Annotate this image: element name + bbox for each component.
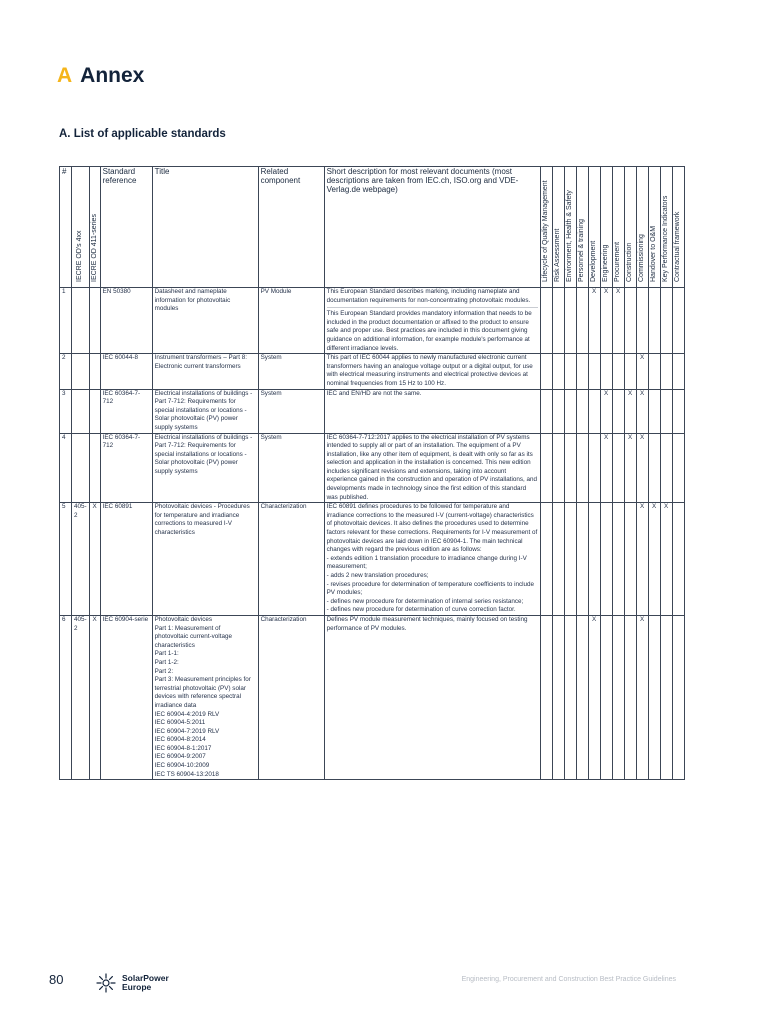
cell-num: 5: [60, 503, 72, 616]
cell-reference: EN 50380: [100, 288, 152, 354]
cell-phase-mark: [564, 288, 576, 354]
description-paragraph: - defines new procedure for determination of curve correction factor.: [326, 606, 516, 614]
cell-description: [324, 354, 540, 389]
col-header-title: Title: [152, 167, 258, 288]
cell-reference: IEC 60904-serie: [100, 615, 152, 779]
cell-phase-mark: [672, 354, 684, 389]
cell-description: [324, 615, 540, 779]
cell-phase-mark: [648, 389, 660, 433]
annex-title: Annex: [80, 64, 145, 87]
cell-phase-mark: [624, 615, 636, 779]
cell-title: Photovoltaic devices Part 1: Measurement of photovoltaic current-voltage characteristics Part 1-1: Part 1-2: Part 2: Part 3: Measurement principles for terrestrial photovoltaic (PV) solar devices with reference spectral irradiance data IEC 60904-4:2019 RLV IEC 60904-5:2011 IEC 60904-7:2019 RLV IEC 60904-8:2014 IEC 60904-8-1:2017 IEC 60904-9:2007 IEC 60904-10:2009 IEC TS 60904-13:2018: [152, 615, 258, 779]
cell-component: System: [258, 433, 324, 503]
cell-phase-mark: [576, 288, 588, 354]
col-header-description: Short description for most relevant documents (most descriptions are taken from IEC.ch, ISO.org and VDE-Verlag.de webpage): [324, 167, 540, 288]
cell-phase-mark: [672, 288, 684, 354]
cell-phase-mark: [552, 615, 564, 779]
table-row: [60, 389, 685, 433]
cell-phase-mark: [660, 354, 672, 389]
col-header-phase: Personnel & training: [576, 167, 588, 288]
description-paragraph: - extends edition 1 translation procedure to irradiance change during I-V measurement;: [326, 554, 527, 571]
table-row: [60, 288, 685, 354]
cell-reference: IEC 60364-7-712: [100, 389, 152, 433]
solarpower-logo-icon: [94, 971, 118, 1000]
section-title: A. List of applicable standards: [59, 128, 226, 140]
cell-phase-mark: [540, 615, 552, 779]
cell-phase-mark: X: [660, 503, 672, 616]
cell-title: Instrument transformers – Part 8: Electronic current transformers: [152, 354, 258, 389]
cell-description: [324, 288, 540, 354]
cell-phase-mark: [588, 503, 600, 616]
cell-phase-mark: [660, 433, 672, 503]
cell-phase-mark: X: [600, 433, 612, 503]
cell-phase-mark: [540, 354, 552, 389]
cell-iecre-od: [72, 389, 90, 433]
cell-iecre-od-411: [89, 433, 100, 503]
cell-iecre-od: 405-2: [72, 503, 90, 616]
cell-iecre-od-411: X: [89, 503, 100, 616]
cell-phase-mark: [588, 389, 600, 433]
col-header-phase: Engineering: [600, 167, 612, 288]
cell-title: Datasheet and nameplate information for photovoltaic modules: [152, 288, 258, 354]
cell-component: System: [258, 354, 324, 389]
cell-phase-mark: [576, 615, 588, 779]
description-paragraph: This European Standard provides mandatory information that needs to be included in the product documentation or affixed to the product to ensure safe and proper use. Best practices are included in this document giving guidance on additional information, for example module's performance at different irradiance levels.: [327, 307, 538, 353]
cell-description: [324, 433, 540, 503]
col-header-phase: Development: [588, 167, 600, 288]
standards-table: [59, 166, 685, 780]
cell-phase-mark: [624, 503, 636, 616]
cell-iecre-od: [72, 354, 90, 389]
description-paragraph: IEC 60891 defines procedures to be followed for temperature and irradiance corrections to the measured I-V (current-voltage) characteristics of photovoltaic devices. It also defines the procedures used to determine factors relevant for these corrections. Requirements for I-V measurement of photovoltaic devices are laid down in IEC 60904-1. The main technical changes with regard the previous edition are as follows:: [326, 503, 538, 554]
cell-reference: IEC 60044-8: [100, 354, 152, 389]
cell-phase-mark: X: [636, 503, 648, 616]
description-paragraph: This European Standard describes marking, including nameplate and documentation requirements for non-concentrating photovoltaic modules.: [326, 288, 531, 304]
cell-phase-mark: X: [612, 288, 624, 354]
cell-component: PV Module: [258, 288, 324, 354]
cell-iecre-od-411: X: [89, 615, 100, 779]
cell-phase-mark: [624, 354, 636, 389]
cell-phase-mark: [600, 503, 612, 616]
cell-component: System: [258, 389, 324, 433]
cell-description: [324, 503, 540, 616]
description-paragraph: This part of IEC 60044 applies to newly manufactured electronic current transformers having an analogue voltage output or a digital output, for use with electrical measuring instruments and electrical protective devices at nominal frequencies from 15 Hz to 100 Hz.: [326, 354, 533, 387]
col-header-iecre-od-411: IECRE OD 411-series: [89, 167, 100, 288]
cell-num: 3: [60, 389, 72, 433]
cell-phase-mark: [552, 389, 564, 433]
col-header-phase: Key Performance Indicators: [660, 167, 672, 288]
cell-phase-mark: [564, 354, 576, 389]
cell-phase-mark: [540, 433, 552, 503]
cell-phase-mark: [660, 389, 672, 433]
cell-phase-mark: [564, 433, 576, 503]
cell-iecre-od: 405-2: [72, 615, 90, 779]
col-header-component: Related component: [258, 167, 324, 288]
description-paragraph: - revises procedure for determination of temperature coefficients to include PV modules;: [326, 580, 535, 597]
col-header-phase: Commissioning: [636, 167, 648, 288]
page-number: 80: [49, 972, 64, 987]
cell-phase-mark: [612, 354, 624, 389]
cell-phase-mark: [648, 433, 660, 503]
cell-num: 1: [60, 288, 72, 354]
cell-phase-mark: [564, 503, 576, 616]
cell-phase-mark: [600, 615, 612, 779]
cell-phase-mark: [600, 354, 612, 389]
cell-phase-mark: [672, 503, 684, 616]
cell-phase-mark: [672, 433, 684, 503]
cell-phase-mark: X: [636, 389, 648, 433]
cell-phase-mark: [612, 503, 624, 616]
cell-phase-mark: [576, 433, 588, 503]
cell-phase-mark: [612, 389, 624, 433]
cell-phase-mark: [576, 503, 588, 616]
cell-phase-mark: [576, 354, 588, 389]
cell-phase-mark: [552, 354, 564, 389]
cell-phase-mark: [648, 615, 660, 779]
annex-heading: [57, 62, 144, 90]
cell-reference: IEC 60364-7-712: [100, 433, 152, 503]
cell-component: Characterization: [258, 615, 324, 779]
cell-description: [324, 389, 540, 433]
col-header-num: #: [60, 167, 72, 288]
cell-phase-mark: [540, 389, 552, 433]
cell-phase-mark: [648, 288, 660, 354]
cell-phase-mark: [564, 389, 576, 433]
col-header-phase: Procurement: [612, 167, 624, 288]
cell-phase-mark: [576, 389, 588, 433]
cell-phase-mark: [564, 615, 576, 779]
cell-phase-mark: X: [600, 288, 612, 354]
logo-line1: SolarPower: [122, 973, 169, 983]
standards-table-body: [60, 288, 685, 780]
cell-iecre-od: [72, 288, 90, 354]
cell-phase-mark: X: [600, 389, 612, 433]
cell-phase-mark: X: [588, 288, 600, 354]
cell-phase-mark: [624, 288, 636, 354]
cell-phase-mark: [552, 433, 564, 503]
description-paragraph: - defines new procedure for determination of internal series resistance;: [326, 597, 524, 605]
col-header-phase: Risk Assessment: [552, 167, 564, 288]
footer-doc-title: Engineering, Procurement and Construction Best Practice Guidelines: [461, 976, 676, 983]
table-row: [60, 354, 685, 389]
annex-letter: A: [57, 64, 73, 87]
cell-title: Electrical installations of buildings - Part 7-712: Requirements for special installations or locations - Solar photovoltaic (PV) power supply systems: [152, 433, 258, 503]
cell-phase-mark: X: [636, 354, 648, 389]
cell-phase-mark: [672, 389, 684, 433]
description-paragraph: Defines PV module measurement techniques, mainly focused on testing performance of PV modules.: [326, 615, 528, 632]
col-header-phase: Construction: [624, 167, 636, 288]
cell-iecre-od-411: [89, 288, 100, 354]
cell-phase-mark: [612, 615, 624, 779]
cell-phase-mark: X: [636, 615, 648, 779]
cell-iecre-od-411: [89, 354, 100, 389]
cell-phase-mark: [588, 354, 600, 389]
col-header-phase: Lifecycle of Quality Management: [540, 167, 552, 288]
cell-phase-mark: X: [636, 433, 648, 503]
cell-phase-mark: [540, 288, 552, 354]
description-paragraph: IEC 60364-7-712:2017 applies to the electrical installation of PV systems intended to supply all or part of an installation. The equipment of a PV installation, like any other item of equipment, is dealt with only so far as its selection and application in the installation is concerned. This new edition includes significant revisions and extensions, taking into account experience gained in the construction and operation of PV installations, and developments made in technology since the first edition of this standard was published.: [326, 433, 537, 501]
cell-phase-mark: [588, 433, 600, 503]
cell-iecre-od-411: [89, 389, 100, 433]
logo-text: [122, 974, 169, 992]
cell-phase-mark: [552, 503, 564, 616]
logo-line2: Europe: [122, 982, 152, 992]
cell-component: Characterization: [258, 503, 324, 616]
cell-phase-mark: [540, 503, 552, 616]
cell-reference: IEC 60891: [100, 503, 152, 616]
cell-phase-mark: [648, 354, 660, 389]
cell-phase-mark: X: [648, 503, 660, 616]
cell-iecre-od: [72, 433, 90, 503]
cell-phase-mark: [636, 288, 648, 354]
cell-phase-mark: [552, 288, 564, 354]
cell-title: Photovoltaic devices - Procedures for temperature and irradiance corrections to measured I-V characteristics: [152, 503, 258, 616]
col-header-phase: Environment, Health & Safety: [564, 167, 576, 288]
cell-phase-mark: X: [624, 433, 636, 503]
cell-phase-mark: X: [588, 615, 600, 779]
description-paragraph: IEC and EN/HD are not the same.: [326, 389, 422, 397]
col-header-phase: Contractual framework: [672, 167, 684, 288]
table-row: [60, 503, 685, 616]
col-header-reference: Standard reference: [100, 167, 152, 288]
col-header-iecre-od: IECRE OD's 4xx: [72, 167, 90, 288]
cell-num: 6: [60, 615, 72, 779]
table-row: [60, 615, 685, 779]
cell-phase-mark: [612, 433, 624, 503]
cell-phase-mark: [660, 615, 672, 779]
cell-phase-mark: X: [624, 389, 636, 433]
cell-title: Electrical installations of buildings - Part 7-712: Requirements for special installations or locations - Solar photovoltaic (PV) power supply systems: [152, 389, 258, 433]
cell-num: 2: [60, 354, 72, 389]
cell-phase-mark: [660, 288, 672, 354]
cell-num: 4: [60, 433, 72, 503]
description-paragraph: - adds 2 new translation procedures;: [326, 572, 429, 579]
table-row: [60, 433, 685, 503]
col-header-phase: Handover to O&M: [648, 167, 660, 288]
cell-phase-mark: [672, 615, 684, 779]
